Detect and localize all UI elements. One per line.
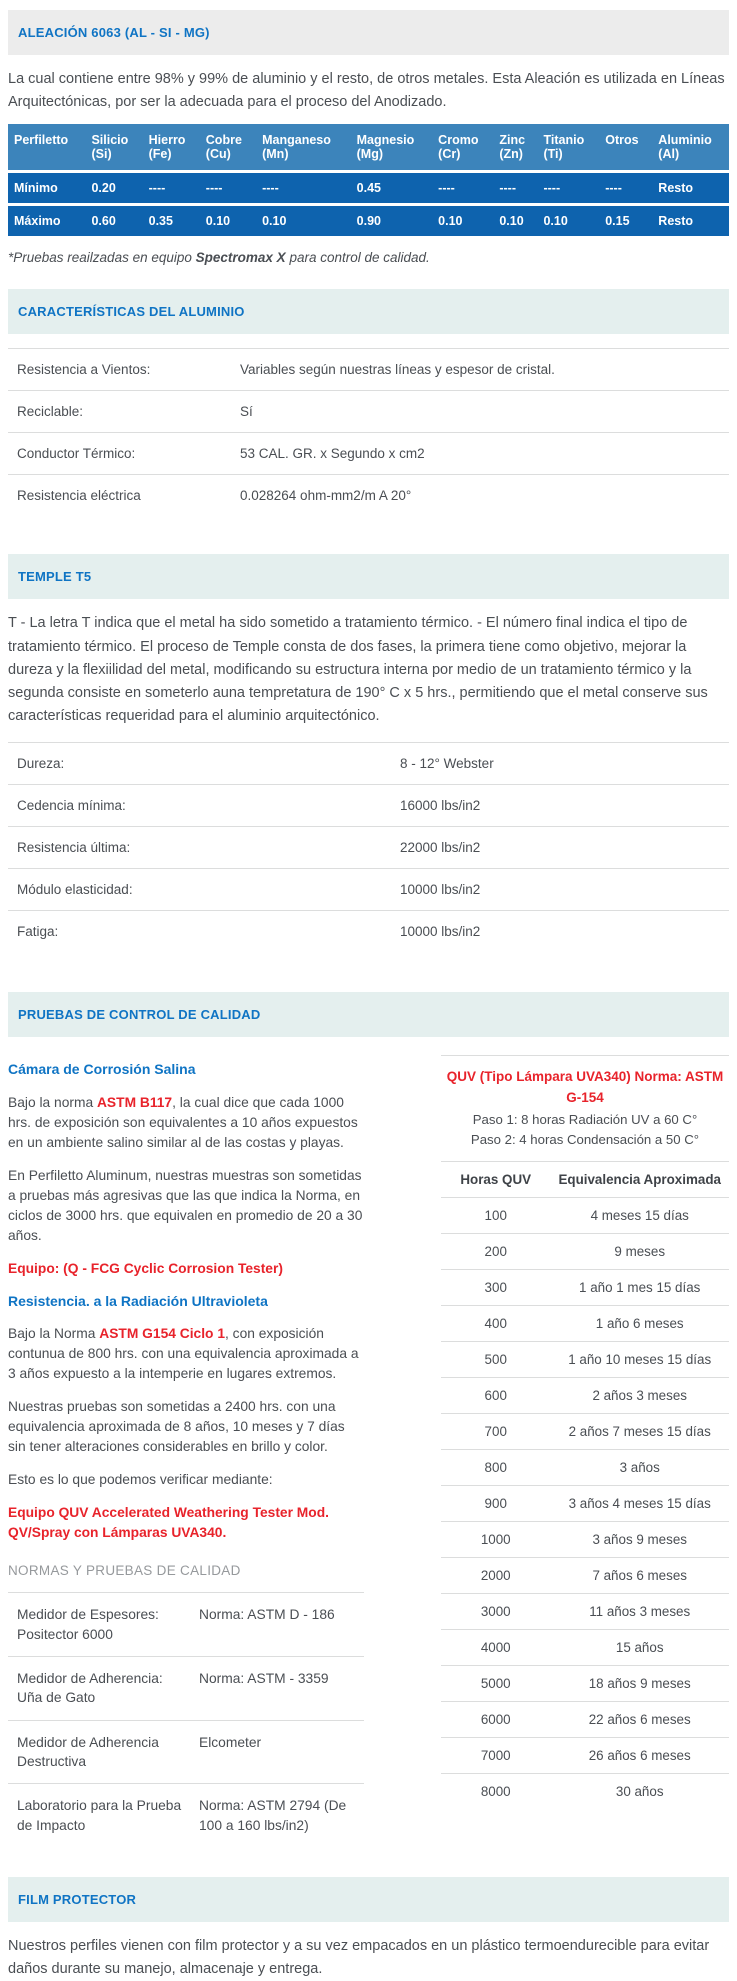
characteristics-table [8,348,729,516]
table-row [441,1737,729,1773]
hours-cell: 500 [484,1352,507,1368]
note-equipment-name: Spectromax X [195,250,286,266]
table-row [441,1629,729,1665]
section-title: CARACTERÍSTICAS DEL ALUMINIO [18,304,245,320]
col-manganeso: Manganeso (Mn) [256,124,351,170]
equiv-cell: 30 años [615,1784,664,1800]
table-row [8,348,729,390]
hours-cell: 5000 [480,1676,511,1692]
hours-cell: 200 [484,1244,507,1260]
row-label: Máximo [8,203,85,236]
table-row [8,1592,364,1656]
col-silicio: Silicio (Si) [85,124,142,170]
equipo-quv-line: Equipo QUV Accelerated Weathering Tester Mod. QV/Spray con Lámparas UVA340. [8,1504,329,1540]
hours-cell: 1000 [480,1532,511,1548]
row-label: Módulo elasticidad: [17,882,133,898]
hours-cell: 7000 [480,1748,511,1764]
equiv-cell: 1 año 1 mes 15 días [579,1280,701,1296]
equiv-cell: 26 años 6 meses [588,1748,691,1764]
table-row [441,1773,729,1809]
quv-header-row [441,1161,729,1197]
cell: ---- [200,170,256,203]
section-title: FILM PROTECTOR [18,1891,137,1907]
quv-table [441,1055,729,1847]
table-row [441,1665,729,1701]
hours-cell: 600 [484,1388,507,1404]
equiv-cell: 2 años 7 meses 15 días [568,1424,711,1440]
cell: 0.10 [493,203,537,236]
normas-subheading: NORMAS Y PRUEBAS DE CALIDAD [8,1562,241,1578]
cell: ---- [143,170,200,203]
col-cromo: Cromo (Cr) [432,124,493,170]
equiv-cell: 2 años 3 meses [592,1388,687,1404]
equipo-corrosion-line: Equipo: (Q - FCG Cyclic Corrosion Tester) [8,1260,283,1276]
table-row [8,474,729,516]
hours-cell: 900 [484,1496,507,1512]
cell: ---- [537,170,599,203]
equiv-cell: 3 años 4 meses 15 días [568,1496,711,1512]
cell: 0.10 [256,203,351,236]
row-value: 10000 lbs/in2 [400,924,481,940]
temple-table [8,742,729,952]
col-perfiletto: Perfiletto [8,124,85,170]
cell: 0.20 [85,170,142,203]
norma-astm-b117: ASTM B117 [96,1094,173,1110]
row-value: Norma: ASTM 2794 (De 100 a 160 lbs/in2) [199,1798,347,1833]
equiv-cell: 18 años 9 meses [588,1676,691,1692]
text: , con exposición contunua de 800 hrs. con una equivalencia aproximada a 3 años expuesto a la intemperie en lugares extremos. [8,1325,359,1381]
col-otros: Otros [599,124,652,170]
equiv-cell: 22 años 6 meses [588,1712,691,1728]
equiv-cell: 7 años 6 meses [592,1568,687,1584]
section-header-caracteristicas [8,289,729,334]
cell: 0.15 [599,203,652,236]
equiv-cell: 1 año 6 meses [595,1316,684,1332]
row-value: 22000 lbs/in2 [400,840,481,856]
cell: 0.60 [85,203,142,236]
section-title: ALEACIÓN 6063 (AL - SI - MG) [18,25,210,40]
table-row [441,1593,729,1629]
table-row [441,1449,729,1485]
row-value: Norma: ASTM D - 186 [199,1607,335,1623]
table-row [8,390,729,432]
col-zinc: Zinc (Zn) [493,124,537,170]
row-value: 0.028264 ohm-mm2/m A 20° [240,488,412,504]
equiv-cell: 9 meses [614,1244,666,1260]
table-row-maximo [8,203,729,236]
hours-cell: 400 [484,1316,507,1332]
corrosion-heading: Cámara de Corrosión Salina [8,1061,196,1078]
column-header-equivalence: Equivalencia Aproximada [558,1172,721,1188]
table-row [8,826,729,868]
cell: 0.35 [143,203,200,236]
paragraph [8,1093,364,1153]
radiacion-heading: Resistencia. a la Radiación Ultravioleta [8,1292,268,1309]
row-value: Elcometer [199,1734,262,1750]
row-value: 10000 lbs/in2 [400,882,481,898]
table-row [441,1341,729,1377]
composition-header-row [8,124,729,170]
table-row [441,1269,729,1305]
cell: 0.10 [432,203,493,236]
row-label: Laboratorio para la Prueba de Impacto [17,1798,182,1833]
section-caracteristicas [8,289,729,516]
row-label: Medidor de Espesores: Positector 6000 [17,1607,159,1642]
cell: 0.45 [351,170,433,203]
quality-left-column [8,1055,364,1847]
table-row [441,1197,729,1233]
hours-cell: 3000 [480,1604,511,1620]
equiv-cell: 4 meses 15 días [590,1208,689,1224]
section-header-pruebas [8,992,729,1037]
cell: ---- [432,170,493,203]
col-hierro: Hierro (Fe) [143,124,200,170]
table-row [8,1783,364,1847]
table-row [8,432,729,474]
table-row [441,1233,729,1269]
row-value: Sí [240,404,253,420]
section-title: TEMPLE T5 [18,569,92,585]
section-film-protector [8,1877,729,1981]
row-value: 53 CAL. GR. x Segundo x cm2 [240,446,425,462]
composition-table [8,124,729,236]
note-text: *Pruebas reailzadas en equipo [8,250,196,266]
row-label: Resistencia eléctrica [17,488,141,504]
table-row-minimo [8,170,729,203]
section-temple [8,554,729,952]
row-value: 16000 lbs/in2 [400,798,481,814]
film-paragraph: Nuestros perfiles vienen con film protector y a su vez empacados en un plástico termoendurecible para evitar daños durante su manejo, almacenaje y entrega. [8,1937,710,1978]
row-label: Medidor de Adherencia: Uña de Gato [17,1671,163,1706]
table-row [441,1701,729,1737]
table-row [8,1656,364,1720]
row-label: Reciclable: [17,404,84,420]
text: Bajo la Norma [8,1325,100,1341]
quv-title: QUV (Tipo Lámpara UVA340) Norma: ASTM G-154 [446,1069,724,1105]
equiv-cell: 3 años [619,1460,660,1476]
hours-cell: 100 [484,1208,507,1224]
hours-cell: 4000 [480,1640,511,1656]
table-row [441,1485,729,1521]
cell: ---- [599,170,652,203]
quv-heading-block [441,1055,729,1161]
temple-paragraph: T - La letra T indica que el metal ha sido sometido a tratamiento térmico. - El número final indica el tipo de tratamiento térmico. El proceso de Temple consta de dos fases, la primera tiene como objetivo, mejorar la dureza y la flexiilidad del metal, modificando su estructura interna por medio de un tratamiento térmico y la segunda consiste en someterlo auna tempretatura de 190° C x 5 hrs., permitiendo que el metal conserve sus características requeridad para el aluminio arquitectónico. [8,615,708,725]
note-text: para control de calidad. [285,250,430,266]
hours-cell: 8000 [480,1784,511,1800]
table-row [8,742,729,784]
row-value: Variables según nuestras líneas y espesor de cristal. [240,362,555,378]
cell: 0.90 [351,203,433,236]
row-value: 8 - 12° Webster [400,756,494,772]
row-label: Resistencia a Vientos: [17,362,151,378]
table-row [441,1557,729,1593]
cell: 0.10 [537,203,599,236]
cell: ---- [493,170,537,203]
paragraph: Nuestras pruebas son sometidas a 2400 hrs. con una equivalencia aproximada de 8 años, 10 meses y 7 días sin tener alteraciones considerables en brillo y color. [8,1398,345,1454]
row-value: Norma: ASTM - 3359 [199,1671,329,1687]
text: Bajo la norma [8,1094,97,1110]
paragraph [8,1324,364,1384]
text: , la cual dice que cada 1000 hrs. de exposición son equivalentes a 10 años expuestos en un ambiente salino similar al de las costas y playas. [8,1094,358,1150]
spectromax-note [8,250,729,265]
table-row [8,1720,364,1784]
table-row [441,1305,729,1341]
table-row [8,868,729,910]
quality-columns [8,1055,729,1847]
paragraph: Esto es lo que podemos verificar mediante: [8,1471,273,1487]
equiv-cell: 3 años 9 meses [592,1532,687,1548]
table-row [441,1413,729,1449]
paragraph: En Perfiletto Aluminum, nuestras muestras son sometidas a pruebas más agresivas que las que indica la Norma, en ciclos de 3000 hrs. que equivalen en promedio de 20 a 30 años. [8,1167,363,1243]
hours-cell: 2000 [480,1568,511,1584]
section-pruebas [8,992,729,1847]
col-magnesio: Magnesio (Mg) [351,124,433,170]
equiv-cell: 11 años 3 meses [589,1604,691,1620]
normas-table [8,1592,364,1847]
col-titanio: Titanio (Ti) [537,124,599,170]
row-label: Fatiga: [17,924,59,940]
table-row [8,784,729,826]
cell: Resto [652,203,729,236]
column-header-hours: Horas QUV [460,1172,532,1188]
section-aleacion [8,10,729,265]
row-label: Medidor de Adherencia Destructiva [17,1734,159,1770]
table-row [8,910,729,952]
quv-paso1: Paso 1: 8 horas Radiación UV a 60 C° [472,1111,698,1127]
hours-cell: 6000 [480,1712,511,1728]
section-header-film [8,1877,729,1922]
row-label: Conductor Térmico: [17,446,136,462]
hours-cell: 300 [484,1280,507,1296]
cell: 0.10 [200,203,256,236]
hours-cell: 700 [484,1424,507,1440]
cell: Resto [652,170,729,203]
equiv-cell: 15 años [615,1640,664,1656]
equiv-cell: 1 año 10 meses 15 días [568,1352,712,1368]
cell: ---- [256,170,351,203]
quv-paso2: Paso 2: 4 horas Condensación a 50 C° [470,1131,700,1147]
row-label: Cedencia mínima: [17,798,126,814]
table-row [441,1377,729,1413]
hours-cell: 800 [484,1460,507,1476]
row-label: Dureza: [17,756,65,772]
aleacion-intro-paragraph: La cual contiene entre 98% y 99% de aluminio y el resto, de otros metales. Esta Aleación es utilizada en Líneas Arquitectónicas, por ser la adecuada para el proceso del Anodizado. [8,71,725,111]
section-header-temple [8,554,729,599]
norma-astm-g154: ASTM G154 Ciclo 1 [99,1325,225,1341]
section-title: PRUEBAS DE CONTROL DE CALIDAD [18,1007,261,1023]
col-cobre: Cobre (Cu) [200,124,256,170]
section-header-aleacion [8,10,729,55]
row-label: Mínimo [8,170,85,203]
col-aluminio: Aluminio (Al) [652,124,729,170]
row-label: Resistencia última: [17,840,131,856]
table-row [441,1521,729,1557]
